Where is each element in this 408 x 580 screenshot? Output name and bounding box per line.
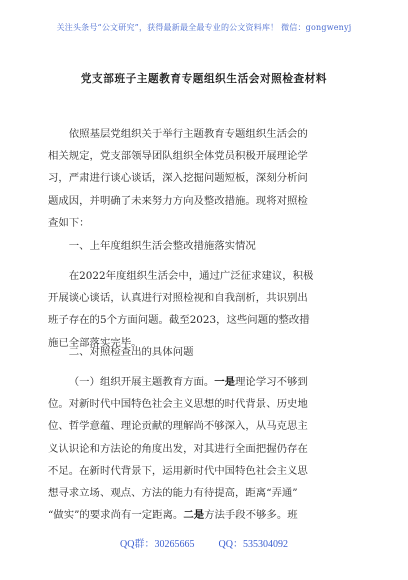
footer-contact: [0, 535, 408, 550]
section-heading: 二、对照检查出的具体问题: [68, 346, 194, 358]
paragraph-line: 义认识论和方法论的角度出发，对其进行全面把握仍存在: [48, 442, 308, 455]
paragraph-line: 位。对新时代中国特色社会主义思想的时代背景、历史地: [48, 398, 308, 411]
header-banner: 关注头条号“公文研究”，获得最新最全最专业的公文资料库！ 微信：gongwenyj: [56, 23, 352, 32]
intro-paragraph: [48, 123, 364, 234]
footer-qq-group: QQ群：30265665: [120, 539, 195, 550]
paragraph-line: 依照基层党组织关于举行主题教育专题组织生活会的: [68, 128, 308, 140]
paragraph-text: 理论学习不够到: [235, 376, 308, 388]
subsection-label: （一）组织开展主题教育方面。: [68, 376, 215, 388]
paragraph-line: 开展谈心谈话，认真进行对照检视和自我剖析，共识别出: [48, 292, 308, 305]
paragraph-line: 习，严肃进行谈心谈话，深入挖掘问题短板，深刻分析问: [48, 172, 308, 185]
emphasis-marker: 二是: [183, 509, 205, 522]
section-2-paragraph: [48, 371, 364, 526]
paragraph-line: 相关规定，党支部领导团队组织全体党员积极开展理论学: [48, 150, 308, 163]
paragraph-line: 想寻求立场、观点、方法的能力有待提高，距离“弄通”: [48, 487, 298, 500]
paragraph-line: [48, 504, 364, 526]
paragraph-line: 题成因，并明确了未来努力方向及整改措施。现将对照检: [48, 194, 308, 207]
document-title: 党支部班子主题教育专题组织生活会对照检查材料: [80, 73, 328, 85]
paragraph-text: “做实”的要求尚有一定距离。: [48, 509, 184, 522]
paragraph-line: [48, 371, 364, 393]
section-heading: 一、上年度组织生活会整改措施落实情况: [68, 240, 256, 252]
paragraph-line: 在2022年度组织生活会中，通过广泛征求建议，积极: [68, 270, 314, 282]
paragraph-line: 班子存在的5个方面问题。截至2023，这些问题的整改措: [48, 314, 310, 327]
paragraph-text: 方法手段不够多。班: [204, 509, 298, 522]
paragraph-line: 位、哲学意蕴、理论贡献的理解尚不够深入，从马克思主: [48, 420, 308, 433]
paragraph-line: 施已全部落实完毕。: [48, 336, 142, 349]
footer-qq-number: QQ：535304092: [218, 539, 288, 550]
section-1-heading-block: [48, 235, 364, 257]
paragraph-line: 查如下：: [48, 216, 90, 229]
paragraph-line: 不足。在新时代背景下，运用新时代中国特色社会主义思: [48, 464, 308, 477]
section-2-heading-block: [48, 341, 364, 363]
emphasis-marker: 一是: [214, 376, 236, 388]
